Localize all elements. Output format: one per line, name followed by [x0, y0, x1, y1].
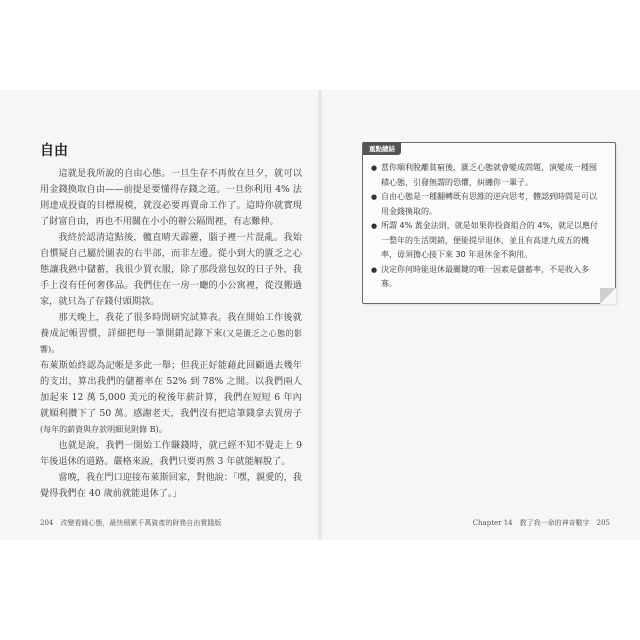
key-points-box: [362, 142, 614, 302]
bullet-icon: ●: [371, 193, 378, 201]
bullet-icon: ●: [371, 222, 378, 230]
key-point-item: [371, 219, 603, 263]
bullet-icon: ●: [371, 265, 378, 274]
paragraph: 我終於認清這點後，髖直晴天霹靂，腦子裡一片混亂。我始自慣疑自己屬於圖表的右半部，而非左邊。從小到大的匱乏之心態讓我熟中儲蓄，我很少買衣服，除了那段當包奴的日子外，我手上沒有任何奢侈品。我們住在一房一廳的小公寓裡，從沒搬過家，就只為了存錢付頭期款。: [40, 232, 302, 307]
paragraph-tail: 。: [51, 344, 61, 355]
key-point-text: 自由心態是一種翻轉既有思維的逆向思考，體認到時間是可以用金錢換取的。: [381, 192, 597, 216]
page-footer-right: Chapter 14 教了我一命的神奇數字 205: [472, 519, 610, 527]
page-fold-corner: [600, 288, 616, 304]
key-point-item: [371, 161, 603, 190]
page-footer-left: 204 改變看錢心態，最快積累千萬資產的財務自由實踐版: [40, 519, 222, 527]
inline-note: (每年的薪資與存款明細見附錄 B): [40, 425, 159, 434]
right-page: [320, 90, 640, 540]
paragraph: [40, 358, 302, 438]
bullet-icon: ●: [371, 164, 378, 172]
key-point-item: [371, 190, 603, 219]
paragraph: [40, 310, 302, 358]
key-points-list: [371, 161, 603, 292]
book-spread: [0, 90, 640, 540]
key-points-label: 重點總結: [363, 142, 401, 155]
paragraph-text: 那天晚上，我花了很多時間研究試算表。我在開始工作後就養成記帳習慣，詳細把每一筆開銷記錄下來: [40, 312, 302, 339]
body-text: [40, 166, 302, 502]
key-points-frame: [362, 142, 616, 304]
inline-note: (又是匱乏之心態的影響): [40, 329, 302, 354]
paragraph: 這就是我所說的自由心態。一旦生存不再攸在旦夕，就可以用金錢換取自由——前提是要懂得存錢之道。一旦你利用 4% 法則達成投資的目標規模，就沒必要再賣命工作了。這時你就實現了財富自由，再也不用關在小小的辦公隔間裡，有志難伸。: [40, 168, 302, 227]
paragraph: 當晚，我在門口迎接布萊斯回家，對他說：「嘿，親愛的，我覺得我們在 40 歲前就能退休了。」: [40, 472, 302, 499]
paragraph: 也就是說，我們一開始工作賺錢時，就已經不知不覺走上 9 年後退休的道路。嚴格來說，我們只要再熬 3 年就能解脫了。: [40, 440, 302, 467]
paragraph-text: 布萊斯始終認為記帳是多此一舉；但我正好能藉此回顧過去幾年的支出，算出我們的儲蓄率在 52% 到 78% 之間。以我們兩人加起來 12 萬 5,000 美元的稅後年薪計算，我們在短短 6 年內就順利攢下了 50 萬。感謝老天，我們沒有把這筆錢拿去買房子: [40, 360, 302, 419]
paragraph-tail: 。: [158, 424, 168, 435]
key-point-text: 當你順利脫離貧窮後，匱乏心態就會變成問題，演變成一種囤積心態，引發無謂的恐懼，糾纏你一輩子。: [381, 163, 597, 187]
key-point-text: 決定你何時能退休最關鍵的唯一因素是儲蓄率，不是收入多寡。: [381, 264, 589, 288]
key-point-text: 所謂 4% 黃金法則，就是如果你投資組合的 4%，就足以應付一整年的生活開銷，便能提早退休，並且有高達九成五的機率，毋須擔心接下來 30 年退休金不夠用。: [381, 221, 599, 259]
key-point-item: [371, 263, 603, 292]
section-heading: 自由: [40, 143, 68, 159]
left-page: [0, 90, 320, 540]
